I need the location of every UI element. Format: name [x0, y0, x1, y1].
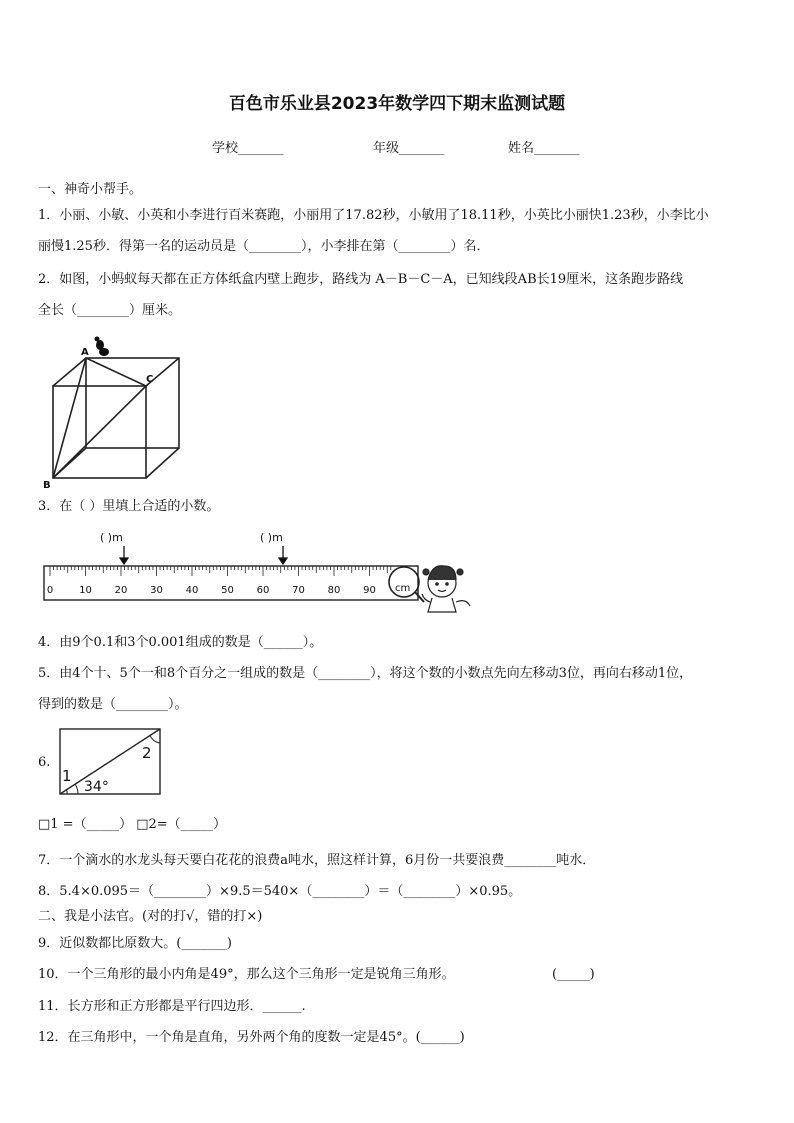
question-10-blank[interactable]: (_____) — [552, 967, 595, 982]
ruler-tick-label: 20 — [114, 585, 128, 596]
question-12: 12．在三角形中，一个角是直角，另外两个角的度数一定是45°。(______) — [38, 1030, 465, 1045]
ruler-tick-label: 80 — [327, 585, 341, 596]
question-7: 7．一个滴水的水龙头每天要白花花的浪费a吨水，照这样计算，6月份一共要浪费________吨水． — [38, 853, 596, 868]
angle-2-label: 2 — [142, 744, 152, 762]
angle-1-label: 1 — [62, 767, 72, 785]
page-title: 百色市乐业县2023年数学四下期末监测试题 — [228, 94, 566, 114]
question-2-line-1: 2．如图，小蚂蚁每天都在正方体纸盒内壁上跑步，路线为 A－B－C－A，已知线段AB长19厘米，这条跑步路线 — [38, 272, 684, 287]
ant-icon — [95, 337, 110, 357]
question-2-line-2: 全长（________）厘米。 — [38, 303, 182, 318]
question-1-line-1: 1．小丽、小敏、小英和小李进行百米赛跑，小丽用了17.82秒，小敏用了18.11秒，小英比小丽快1.23秒，小李比小 — [38, 208, 709, 223]
question-4: 4．由9个0.1和3个0.001组成的数是（______）。 — [38, 635, 323, 650]
degrees-label: 34° — [84, 779, 109, 795]
cube-diagram — [36, 330, 186, 490]
question-8: 8．5.4×0.095＝（________）×9.5＝540×（________）＝（________）×0.95。 — [38, 884, 522, 899]
question-11: 11．长方形和正方形都是平行四边形．______. — [38, 999, 306, 1014]
cube-label-c: C — [146, 374, 154, 385]
section-heading-2: 二、我是小法官。(对的打√，错的打×) — [38, 909, 263, 924]
question-1-line-2: 丽慢1.25秒．得第一名的运动员是（________），小李排在第（________）名． — [38, 239, 490, 254]
ruler-tick-label: 40 — [185, 585, 199, 596]
name-field[interactable]: 姓名_______ — [508, 141, 580, 156]
question-6-answer: □1 =（_____） □2=（_____） — [38, 817, 227, 832]
arrow-icon — [120, 546, 287, 564]
ruler-tick-label: 50 — [221, 585, 234, 596]
question-5-line-1: 5．由4个十、5个一和8个百分之一组成的数是（________），将这个数的小数点先向左移动3位，再向右移动1位， — [38, 666, 693, 681]
section-heading: 一、神奇小帮手。 — [38, 182, 143, 197]
question-9: 9．近似数都比原数大。(_______) — [38, 936, 232, 951]
question-3: 3．在（ ）里填上合适的小数。 — [38, 499, 220, 514]
ruler-tick-label: 30 — [150, 585, 163, 596]
ruler-tick-label: 10 — [79, 585, 92, 596]
question-10: 10．一个三角形的最小内角是49°，那么这个三角形一定是锐角三角形。 — [38, 967, 455, 982]
cube-label-b: B — [43, 480, 51, 490]
school-field[interactable]: 学校_______ — [212, 141, 284, 156]
grade-field[interactable]: 年级_______ — [373, 141, 445, 156]
ruler-tick-label: 0 — [46, 585, 54, 596]
ruler-tick-label: 70 — [292, 585, 305, 596]
cube-label-a: A — [81, 347, 89, 358]
ruler-tick-label: 90 — [363, 585, 376, 596]
girl-illustration-icon — [422, 566, 470, 612]
ruler-unit: cm — [395, 583, 411, 594]
ruler-marker-right: ( )m — [260, 531, 283, 544]
question-6-label: 6. — [38, 755, 51, 770]
ruler-marker-left: ( )m — [100, 531, 123, 544]
question-5-line-2: 得到的数是（________）。 — [38, 697, 188, 712]
ruler-diagram — [40, 528, 480, 623]
ruler-tick-label: 60 — [256, 585, 270, 596]
rectangle-diagram — [56, 726, 166, 798]
